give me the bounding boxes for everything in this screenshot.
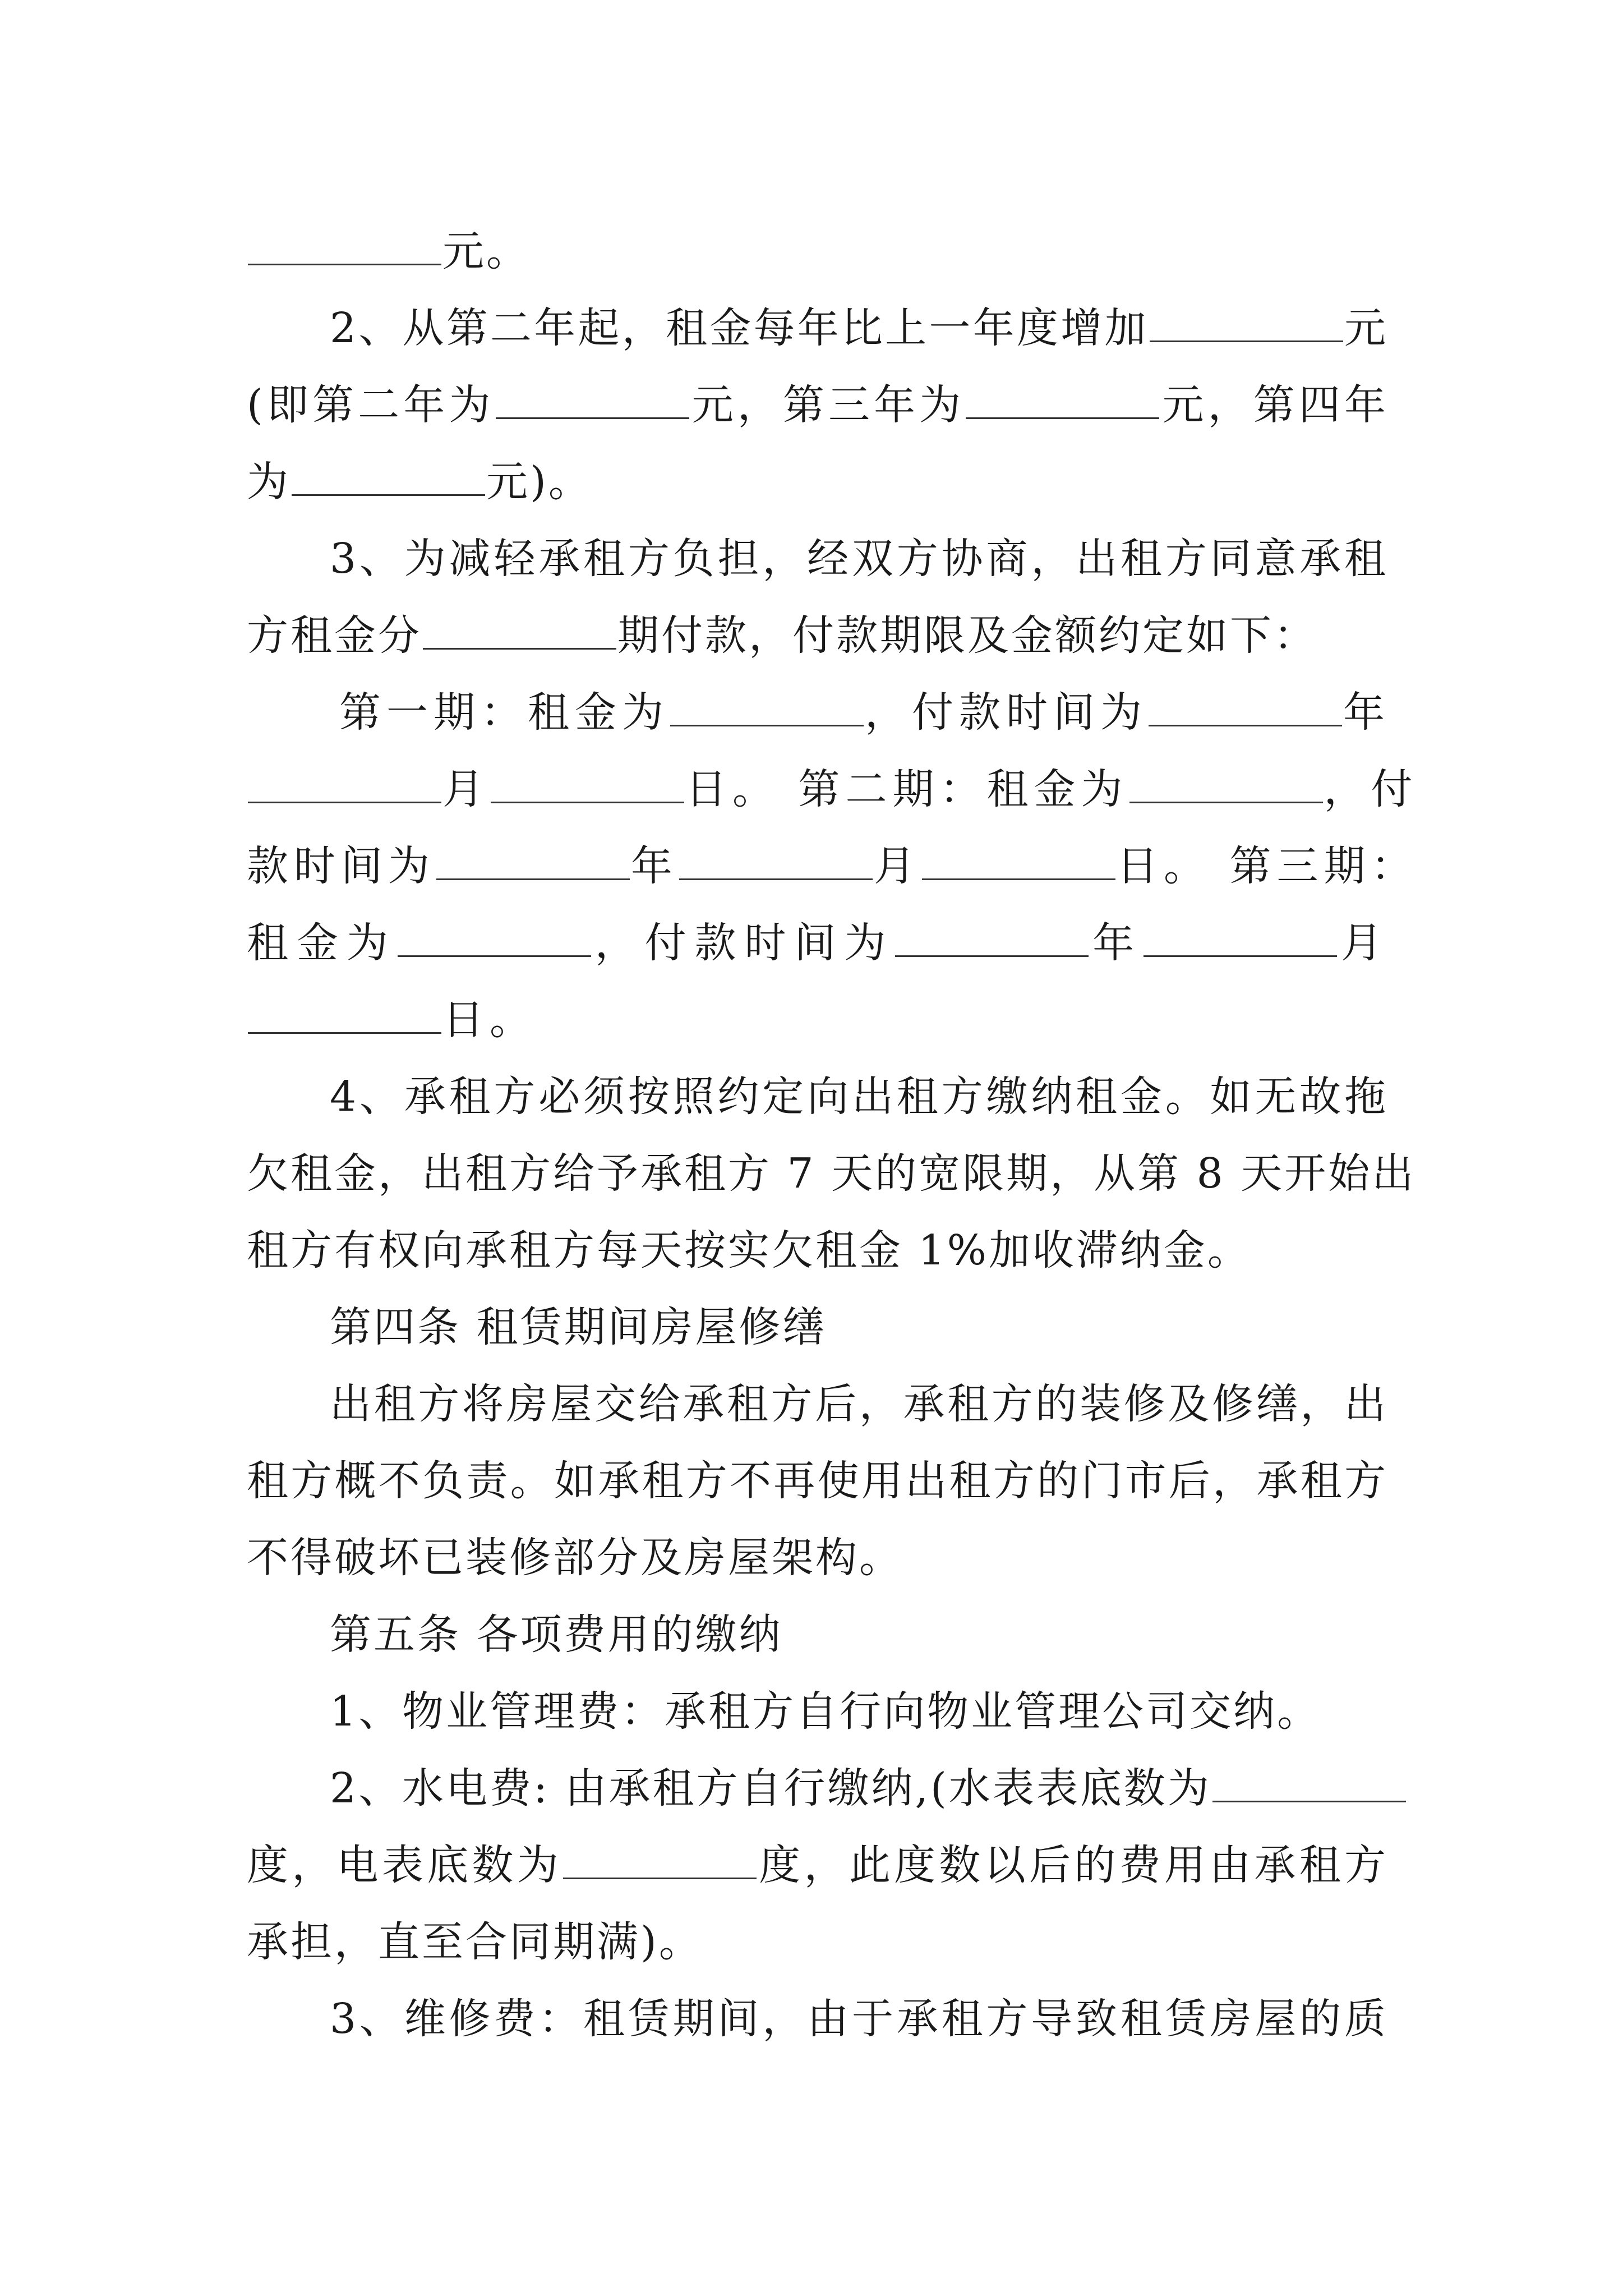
- paragraph-maintenance: 3、维修费：租赁期间，由于承租方导致租赁房屋的质: [330, 1995, 1388, 2043]
- blank-field[interactable]: [1212, 1766, 1406, 1802]
- paragraph-repairs: 出租方将房屋交给承租方后，承租方的装修及修缮，出 租方概不负责。如承租方不再使用出租方的门市后，承租方 不得破坏已装修部分及房屋架构。: [247, 1380, 1388, 1582]
- blank-field[interactable]: [679, 844, 873, 880]
- blank-field[interactable]: [436, 844, 630, 880]
- blank-field[interactable]: [922, 844, 1115, 880]
- blank-field[interactable]: [563, 1843, 757, 1879]
- section-heading-article-4: 第四条 租赁期间房屋修缮: [330, 1303, 827, 1351]
- blank-field[interactable]: [1129, 767, 1323, 803]
- blank-field[interactable]: [1150, 306, 1343, 342]
- blank-field[interactable]: [1149, 690, 1342, 726]
- blank-field[interactable]: [398, 921, 591, 957]
- section-heading-article-5: 第五条 各项费用的缴纳: [330, 1611, 783, 1659]
- paragraph-utilities: 2、水电费: 由承租方自行缴纳,(水表表底数为 度，电表底数为 度，此度数以后的费用由承租方 承担，直至合同期满)。: [247, 1750, 1388, 1981]
- paragraph-late-payment: 4、承租方必须按照约定向出租方缴纳租金。如无故拖 欠租金，出租方给予承租方 7 天的宽限期，从第 8 天开始出 租方有权向承租方每天按实欠租金 1%加收滞纳金。: [247, 1073, 1416, 1274]
- blank-field[interactable]: [491, 767, 684, 803]
- blank-field[interactable]: [423, 613, 616, 650]
- paragraph-property-fee: 1、物业管理费：承租方自行向物业管理公司交纳。: [330, 1687, 1321, 1736]
- document-body: [247, 213, 1418, 2058]
- blank-field[interactable]: [670, 690, 864, 726]
- blank-field[interactable]: [248, 767, 441, 803]
- blank-field[interactable]: [496, 383, 689, 419]
- blank-field[interactable]: [248, 997, 441, 1034]
- paragraph-rent-increase: 2、从第二年起，租金每年比上一年度增加 元 (即第二年为 元，第三年为 元，第四年 为 元)。: [247, 304, 1388, 506]
- blank-field[interactable]: [292, 459, 485, 496]
- paragraph-rent-first-year-end: 元。: [247, 213, 1388, 290]
- blank-field[interactable]: [966, 383, 1159, 419]
- paragraph-installments: 3、为减轻承租方负担，经双方协商，出租方同意承租 方租金分 期付款，付款期限及金额约定如下：: [247, 535, 1388, 660]
- blank-field[interactable]: [895, 921, 1089, 957]
- paragraph-installment-schedule: 第一期：租金为 ，付款时间为 年 月 日。 第二期：租金为 ，付 款时间为 年 月 日。 第三期： 租金为 ，付款时间为 年 月 日。: [247, 688, 1418, 1044]
- blank-field[interactable]: [248, 229, 441, 265]
- blank-field[interactable]: [1144, 921, 1337, 957]
